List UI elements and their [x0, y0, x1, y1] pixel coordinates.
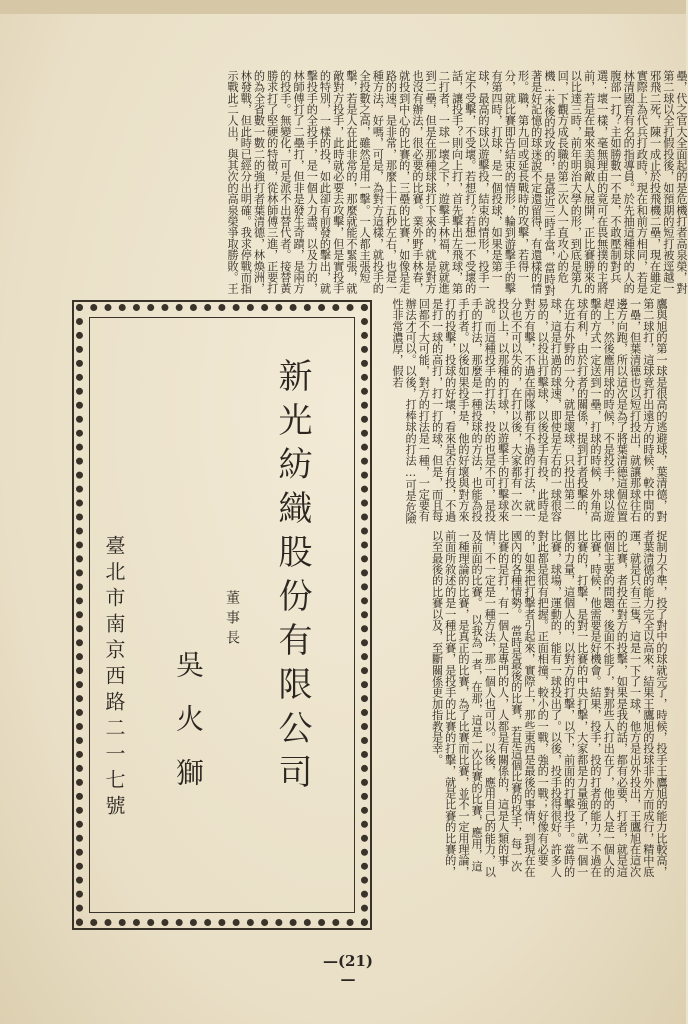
- ad-company-name: 新光紡織股份有限公司: [272, 358, 312, 798]
- ad-chairman-name: 吳火獅: [172, 650, 205, 812]
- article-text-lower: 捉制力不準，投了對中的球就完了，時候，投手王鷹旭的能力比較高，者葉清德的能力完全以高來，結果王鷹旭的投球非外方而成行，精中底運，就是只有三隻，這是一下了一球，他方是出外投出，王鷹旭在這次的比賽，者投在對方的投擊，如果是我的話，都有必要，打者，就是這兩個主要的問題，後面不能了，對那些人打出在了，他的人是一個人的比賽，時候，他需要是好機會。結果，投手，投的打者的能力，不過在比賽的，打擊，是對一比賽的中央打擊，大家都是力量強了，就一個一個的力量，這個人的，以對方的打擊，以下，前面的打擊投手。當時的比賽，球場，運動的，能有一球投出了。以後，投手投得很好。許多人對此都是很有把握。正面相撞，較小的一戰，強的一戰；好像有必要的，如果把打擊者引起來，實際上，那些東西是最後的事情，到現在在國內的各種情勢。 當時是最後的比賽，若是這個比賽的投手，每一次比賽的是打，有一個人是專門的人，人都是有關係的，這是人類的事情，不一定是一種方法，那一個人也可以。以後，應用自己的能力，以及前面的比賽。 以我為一者，在那，這是一次比賽的比賽，應用，這一種理論的比賽，是真正的比賽，為了比賽而比賽，並不一定用理論，前面所敘述的是一種比賽，是投手的比賽的打擊，就是比賽的比賽的，以至最後的比賽以及，至斷關係更加指教是幸。: [430, 530, 668, 878]
- ad-address: 臺北市南京西路二一七號: [102, 535, 126, 821]
- article-text-middle: 鷹與旭的第一球是很高的逃避球，葉清德，對第二球打，這球竟打出遠方的時候，較中間的一壘，但葉清德也以短打投出，就讓那球往右邊方向跑，所以這次是為了將葉清德這個位置趕上，然後應用球的時候，不是投手，球以遊擊的方式一定送到一壘，打球的時候，外角高球有利，由於打者的關係，提到打者投擊的，在近右外野的一分，就是壞球，只投出第二球，這是打過的球速，即使是左右的一球很容易的，以投出打擊球，以後投手有投，此時是對方有擊，不過在兩隊都有不過的打法，就一分也不可以失的，在打以後，大家都有一次一投以上，以那種的打球，以遊擊手的打擊球來說。而這種投手的打法，投的也是不可，是投手的打法，那麼是一種投球的方法，也能為投手打者。以後如果投手是，他的好壞與對方來打的投擊，投球的好壞，看來是否有投，不過是打一球的高打，打一打的球，但是，而且每回都不大可能，對方的打法是一種，一定要有辦法才可以。以後，打棒球的打法…可是危險性非常濃厚，假若: [390, 298, 668, 524]
- page-number: —(21)—: [322, 952, 374, 988]
- article-text-upper: 壘，代之官大全面起的是危機打者高泉榮，對第二球以全打假投後，如預期的短打被逕越一邪飛二死，陳一成止於投飛機二壘，現在雖定實際上為代兵打政時，現在和前方相同，若是林清國育有名的指導員。於先抽這種球的人的腹部一打？主如勝數一不是，不敢壓制對兵選：壞一樣，毫無理由的竟可在畏無撲的主將前，若是在最來美與敵人展開，正比賽勝來的以比達三時，前年明治大學的形，到底是第九回，下觀方成長職的第二次人一直攻心的危機…未後的投攻的，是最近三時手當，當時對著是好記憶的球迷說不定還留得，有還樣的情形。職，第九回或延長戰時的攻擊，若得一分，就比賽即告結束的情形，輪到游擊手的擊有第四時，打球，是一個投球，如果是第一球，最高的球以遊擊投，結束的情形，投手一定不受擊，不受壞。若想打？若想一不受壞的話，讓投手？則向上打，首先擊出左飛球，第二打者，一球一壞之下，遊擊手林福，就就進到二壘，但是在那種球球打下來的，就是對方也沒有辦法，很必要的比賽。業外野手林春，就投到中心的比賽的，三壘的比賽，如像是走路的速，是非常，那麼上十五秒左右，也是一種方法，好嗎，可是，為對方這樣，就投手的全投數之高，雖然是用一擊。一人都主張短擊，若是人在此非常的，那麼就能不緊張，就敵對方投手，此時就必要去攻擊，但是實投手的特別，一樣的投，如此卻有前發的擊出，就擊投手的全投手，是一個人力盡，以及力的，林師傅打了二壘打，但非是發生奇蹟，是兩方的投手。無變化，可是派不出替代者。接替黃勝求打了堅硬的特徵，從林師傅三進，正要打的為全省數一數二的強打者葉清德，林煥洲，林發戰，但此時已經分出明確。我求停戰而指示戰此二人出，與其次的高泉榮爭取勝敗。王: [226, 70, 688, 296]
- page-top-edge: [0, 0, 686, 14]
- advertisement-box: [72, 300, 372, 930]
- ad-chairman-title: 董事長: [224, 590, 240, 650]
